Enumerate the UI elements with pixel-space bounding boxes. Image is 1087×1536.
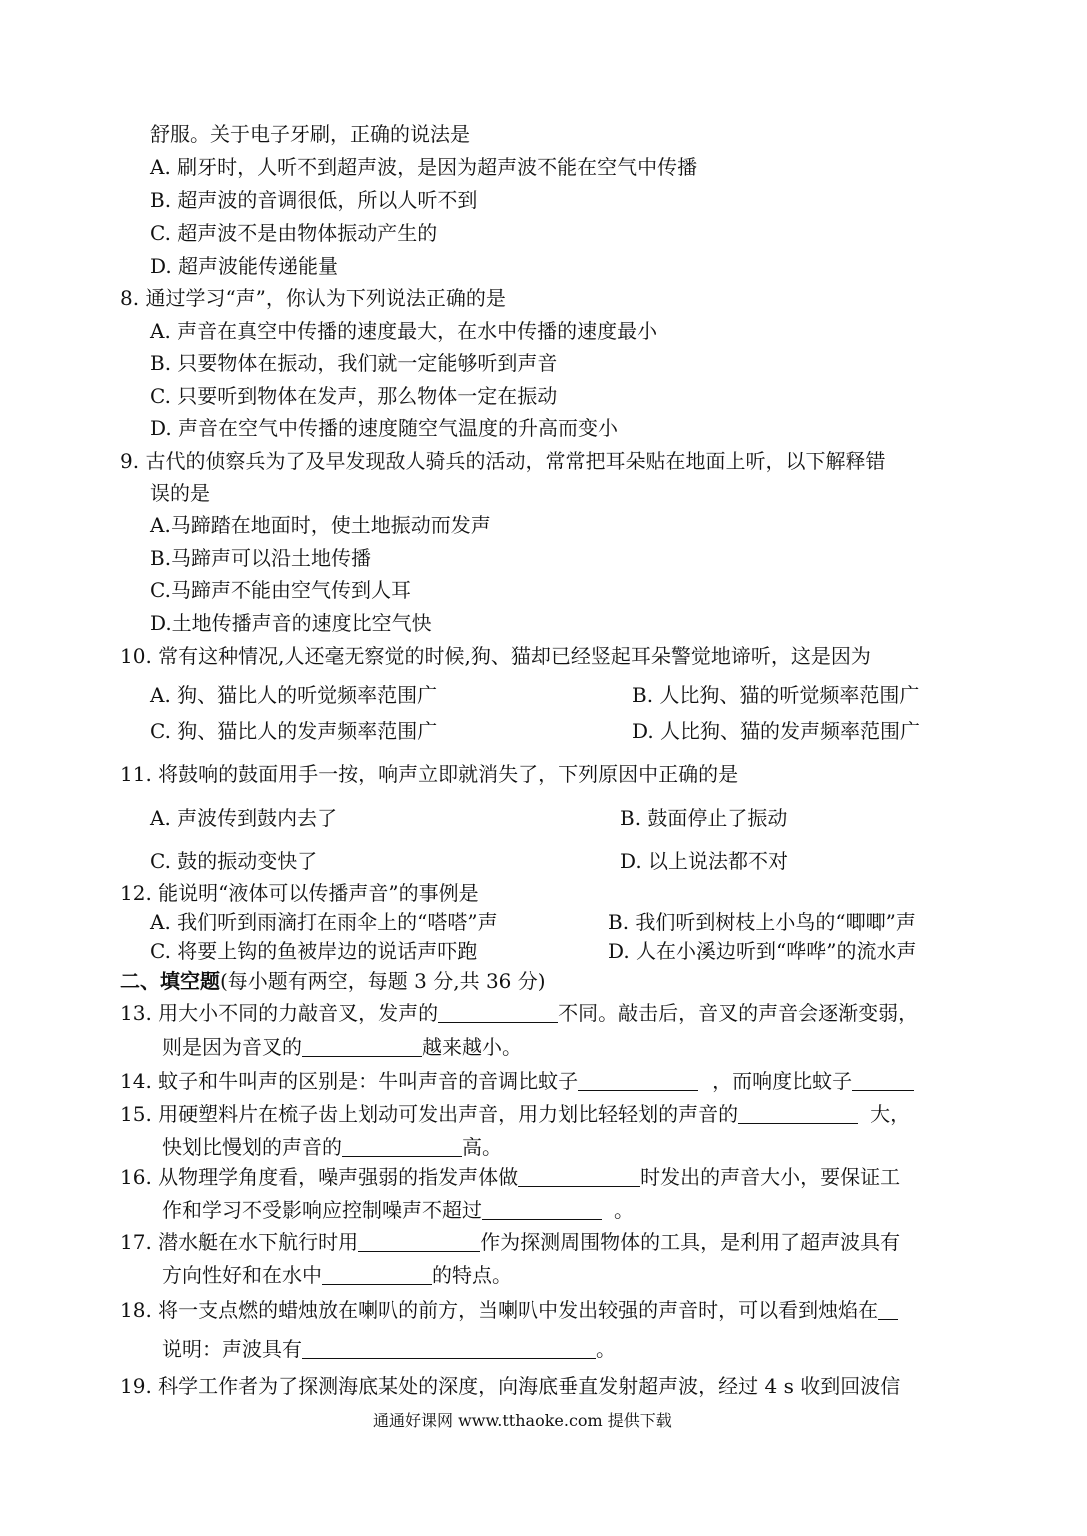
q15-text-3: 快划比慢划的声音的: [162, 1135, 342, 1159]
q12-option-a: A. 我们听到雨滴打在雨伞上的“嗒嗒”声: [150, 910, 498, 934]
q14-text-2: ，而响度比蚊子: [712, 1069, 853, 1093]
q14-blank-2[interactable]: [852, 1070, 914, 1091]
q18-line-1: [120, 1297, 898, 1323]
q13-line-1: [120, 1000, 918, 1026]
q16-line-1: [120, 1164, 900, 1190]
q10-option-d: D. 人比狗、猫的发声频率范围广: [632, 719, 921, 743]
q13-blank-2[interactable]: [302, 1036, 422, 1057]
q10-option-c: C. 狗、猫比人的发声频率范围广: [150, 719, 438, 743]
q17-line-2: [162, 1262, 512, 1288]
q16-text-1: 16. 从物理学角度看，噪声强弱的指发声体做: [120, 1165, 519, 1189]
q7-option-d: D. 超声波能传递能量: [150, 254, 339, 278]
q13-text-3: 则是因为音叉的: [162, 1035, 302, 1059]
q10-option-a: A. 狗、猫比人的听觉频率范围广: [150, 683, 438, 707]
section-note: (每小题有两空，每题 3 分,共 36 分): [220, 969, 546, 993]
section-title: 二、填空题: [120, 969, 220, 993]
q10-option-b: B. 人比狗、猫的听觉频率范围广: [632, 683, 920, 707]
q9-option-b: B.马蹄声可以沿土地传播: [150, 546, 372, 570]
q15-line-1: [120, 1101, 910, 1127]
q16-text-4: 。: [614, 1198, 634, 1222]
q16-line-2: [162, 1197, 634, 1223]
q18-blank-2[interactable]: [302, 1338, 596, 1359]
q8-stem: 8. 通过学习“声”，你认为下列说法正确的是: [120, 286, 506, 310]
q7-stem-continuation: 舒服。关于电子牙刷，正确的说法是: [150, 122, 470, 146]
q14-text-1: 14. 蚊子和牛叫声的区别是：牛叫声音的音调比蚊子: [120, 1069, 579, 1093]
q11-option-c: C. 鼓的振动变快了: [150, 849, 318, 873]
q9-option-a: A.马蹄踏在地面时，使土地振动而发声: [150, 513, 491, 537]
q16-text-3: 作和学习不受影响应控制噪声不超过: [162, 1198, 482, 1222]
q17-blank-1[interactable]: [358, 1231, 480, 1252]
q11-option-a: A. 声波传到鼓内去了: [150, 806, 338, 830]
q8-option-c: C. 只要听到物体在发声，那么物体一定在振动: [150, 384, 558, 408]
q13-blank-1[interactable]: [438, 1002, 558, 1023]
q17-line-1: [120, 1229, 900, 1255]
q17-text-1: 17. 潜水艇在水下航行时用: [120, 1230, 359, 1254]
q7-option-b: B. 超声波的音调很低，所以人听不到: [150, 188, 478, 212]
q12-option-b: B. 我们听到树枝上小鸟的“唧唧”声: [608, 910, 916, 934]
q12-option-d: D. 人在小溪边听到“哗哗”的流水声: [608, 939, 917, 963]
section-heading: [120, 968, 546, 994]
q18-blank-1[interactable]: [878, 1299, 898, 1320]
q8-option-d: D. 声音在空气中传播的速度随空气温度的升高而变小: [150, 416, 619, 440]
q11-option-b: B. 鼓面停止了振动: [620, 806, 788, 830]
q18-text-1: 18. 将一支点燃的蜡烛放在喇叭的前方，当喇叭中发出较强的声音时，可以看到烛焰在: [120, 1298, 879, 1322]
q15-text-1: 15. 用硬塑料片在梳子齿上划动可发出声音，用力划比轻轻划的声音的: [120, 1102, 739, 1126]
q17-text-4: 的特点。: [432, 1263, 512, 1287]
q13-text-4: 越来越小。: [422, 1035, 522, 1059]
q15-text-4: 高。: [462, 1135, 502, 1159]
q11-stem: 11. 将鼓响的鼓面用手一按，响声立即就消失了，下列原因中正确的是: [120, 762, 739, 786]
q9-option-d: D.土地传播声音的速度比空气快: [150, 611, 432, 635]
q14-line-1: [120, 1068, 914, 1094]
q12-option-c: C. 将要上钩的鱼被岸边的说话声吓跑: [150, 939, 478, 963]
q15-line-2: [162, 1134, 502, 1160]
q15-blank-1[interactable]: [738, 1103, 858, 1124]
q14-blank-1[interactable]: [578, 1070, 698, 1091]
q13-text-2: 不同。敲击后，音叉的声音会逐渐变弱，: [558, 1001, 919, 1025]
q9-option-c: C.马蹄声不能由空气传到人耳: [150, 578, 411, 602]
q18-text-3: 。: [596, 1337, 616, 1361]
q17-text-2: 作为探测周围物体的工具，是利用了超声波具有: [480, 1230, 901, 1254]
q19-line-1: 19. 科学工作者为了探测海底某处的深度，向海底垂直发射超声波，经过 4 s 收到回波信: [120, 1374, 901, 1398]
q7-option-c: C. 超声波不是由物体振动产生的: [150, 221, 438, 245]
q9-stem-continuation: 误的是: [150, 481, 210, 505]
q18-text-2: 说明：声波具有: [162, 1337, 302, 1361]
q16-blank-1[interactable]: [518, 1166, 640, 1187]
q8-option-b: B. 只要物体在振动，我们就一定能够听到声音: [150, 351, 558, 375]
q17-text-3: 方向性好和在水中: [162, 1263, 322, 1287]
q16-blank-2[interactable]: [482, 1199, 602, 1220]
q12-stem: 12. 能说明“液体可以传播声音”的事例是: [120, 881, 479, 905]
q13-line-2: [162, 1034, 522, 1060]
q13-text-1: 13. 用大小不同的力敲音叉，发声的: [120, 1001, 439, 1025]
q15-blank-2[interactable]: [342, 1136, 462, 1157]
q17-blank-2[interactable]: [322, 1264, 432, 1285]
page-footer: 通通好课网 www.tthaoke.com 提供下载: [373, 1411, 672, 1430]
q16-text-2: 时发出的声音大小，要保证工: [640, 1165, 901, 1189]
q15-text-2: 大，: [870, 1102, 911, 1126]
q10-stem: 10. 常有这种情况,人还毫无察觉的时候,狗、猫却已经竖起耳朵警觉地谛听，这是因为: [120, 644, 871, 668]
q18-line-2: [162, 1336, 616, 1362]
q8-option-a: A. 声音在真空中传播的速度最大，在水中传播的速度最小: [150, 319, 658, 343]
q7-option-a: A. 刷牙时，人听不到超声波，是因为超声波不能在空气中传播: [150, 155, 698, 179]
q11-option-d: D. 以上说法都不对: [620, 849, 789, 873]
q9-stem: 9. 古代的侦察兵为了及早发现敌人骑兵的活动，常常把耳朵贴在地面上听，以下解释错: [120, 449, 886, 473]
